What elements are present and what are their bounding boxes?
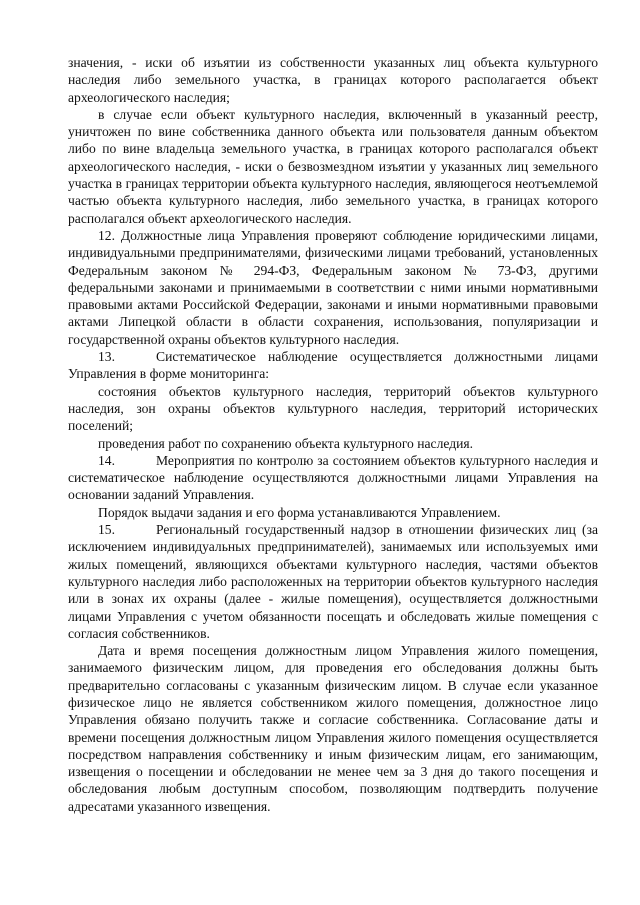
paragraph-item-12: 12. Должностные лица Управления проверяют соблюдение юридическими лицами, индивидуальными предпринимателями, физическими лицами требований, установленных Федеральным законом № 294-ФЗ, Федеральным законом № 73-ФЗ, другими федеральными законами и принимаемыми в соответствии с ними иными нормативными правовыми актами Российской Федерации, законами и иными нормативными правовыми актами Липецкой области в области сохранения, использования, популяризации и государственной охраны объектов культурного наследия. <box>68 227 598 347</box>
paragraph-text: Региональный государственный надзор в отношении физических лиц (за исключением индивидуальных предпринимателей), занимаемых или используемых ими жилых помещений, являющихся объектами культурного наследия, частями объектов культурного наследия либо расположенных на территории объектов культурного наследия или в зонах их охраны (далее - жилые помещения), осуществляется должностными лицами Управления с учетом обязанности посещать и обследовать жилые помещения с согласия собственников. <box>68 522 598 641</box>
paragraph-item-15 <box>68 521 598 642</box>
paragraph-monitoring-works: проведения работ по сохранению объекта культурного наследия. <box>98 435 474 451</box>
paragraph-destroyed-object: в случае если объект культурного наследия, включенный в указанный реестр, уничтожен по вине собственника данного объекта или пользователя данным объектом либо по вине владельца земельного участка, в границах которого располагался объект археологического наследия, - иски о безвозмездном изъятии у указанных лиц земельного участка в границах территории объекта культурного наследия, являющегося неотъемлемой частью объекта культурного наследия, либо земельного участка, в границах которого располагался объект археологического наследия. <box>68 106 598 226</box>
paragraph-item-14 <box>68 452 598 504</box>
paragraph-text: Систематическое наблюдение осуществляется должностными лицами Управления в форме мониторинга: <box>68 349 598 382</box>
item-number: 13. <box>98 349 115 365</box>
document-body <box>68 54 598 815</box>
paragraph-task-order: Порядок выдачи задания и его форма устанавливаются Управлением. <box>98 504 501 520</box>
paragraph-item-13 <box>68 348 598 383</box>
item-number: 15. <box>98 522 115 538</box>
paragraph-monitoring-state: состояния объектов культурного наследия, территорий объектов культурного наследия, зон охраны объектов культурного наследия, территорий исторических поселений; <box>68 383 598 434</box>
paragraph-visit-coordination: Дата и время посещения должностным лицом Управления жилого помещения, занимаемого физическим лицом, для проведения его обследования должны быть предварительно согласованы с указанным физическим лицом. В случае если указанное физическое лицо не является собственником жилого помещения, должностное лицо Управления обязано получить также и согласие собственника. Согласование даты и времени посещения должностным лицом Управления жилого помещения осуществляется посредством направления собственнику и иным физическим лицам, его занимающим, извещения о посещении и обследовании не менее чем за 3 дня до такого посещения и обследования любым доступным способом, позволяющим подтвердить получение адресатами указанного извещения. <box>68 643 598 814</box>
item-number: 14. <box>98 452 115 468</box>
paragraph-text: Мероприятия по контролю за состоянием объектов культурного наследия и систематическое наблюдение осуществляются должностными лицами Управления на основании заданий Управления. <box>68 452 598 503</box>
paragraph-continuation: значения, - иски об изъятии из собственности указанных лиц объекта культурного наследия либо земельного участка, в границах которого располагается объект археологического наследия; <box>68 55 598 105</box>
